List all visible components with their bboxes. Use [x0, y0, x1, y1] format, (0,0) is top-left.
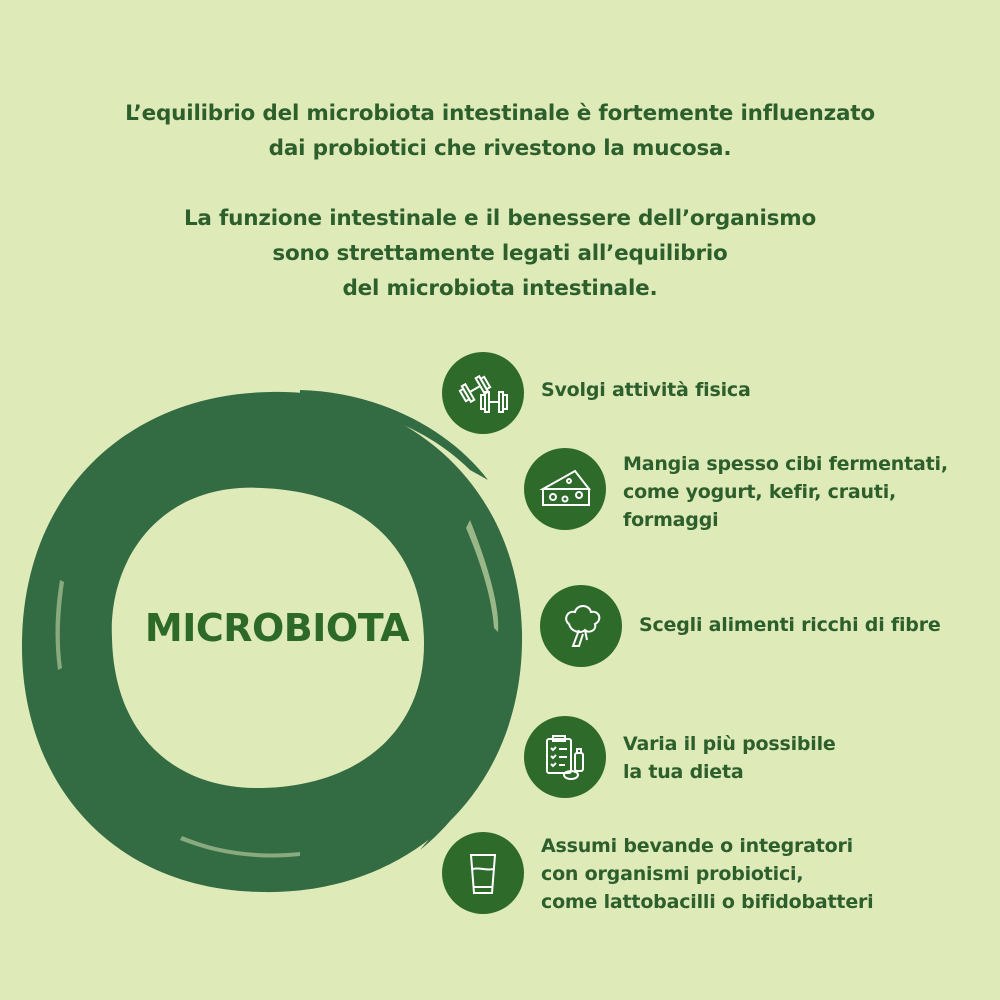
- cheese-icon: [524, 448, 606, 530]
- tip-text: [541, 352, 751, 404]
- microbiota-label: MICROBIOTA: [144, 606, 410, 650]
- tip-line: Assumi bevande o integratori: [541, 835, 853, 857]
- tip-line: con organismi probiotici,: [541, 863, 804, 885]
- intro-line: La funzione intestinale e il benessere dell’organismo: [183, 206, 817, 231]
- tip-line: come yogurt, kefir, crauti,: [623, 481, 897, 503]
- diet-checklist-icon: [524, 716, 606, 798]
- tip-line: Varia il più possibile: [623, 733, 836, 755]
- tip-text: [623, 716, 836, 786]
- intro-line: sono strettamente legati all’equilibrio: [272, 241, 728, 266]
- tip-probiotics: [442, 832, 874, 916]
- tip-varied-diet: [524, 716, 836, 798]
- glass-icon: [442, 832, 524, 914]
- broccoli-icon: [540, 585, 622, 667]
- tip-line: Svolgi attività fisica: [541, 379, 751, 401]
- intro-line: L’equilibrio del microbiota intestinale è fortemente influenzato: [125, 101, 875, 126]
- intro-line: dai probiotici che rivestono la mucosa.: [268, 136, 732, 161]
- tip-line: Mangia spesso cibi fermentati,: [623, 453, 948, 475]
- tip-line: come lattobacilli o bifidobatteri: [541, 891, 874, 913]
- intro-paragraph-1: [0, 96, 1000, 166]
- tip-text: [541, 832, 874, 916]
- tip-line: Scegli alimenti ricchi di fibre: [639, 614, 941, 636]
- intro-line: del microbiota intestinale.: [342, 276, 658, 301]
- tip-line: formaggi: [623, 509, 719, 531]
- tip-physical-activity: [442, 352, 751, 434]
- tip-fermented-food: [524, 448, 948, 534]
- tip-fiber: [540, 585, 941, 667]
- intro-text: [0, 96, 1000, 306]
- intro-paragraph-2: [0, 201, 1000, 306]
- dumbbell-icon: [442, 352, 524, 434]
- tip-text: [623, 448, 948, 534]
- tip-line: la tua dieta: [623, 761, 744, 783]
- tip-text: [639, 585, 941, 639]
